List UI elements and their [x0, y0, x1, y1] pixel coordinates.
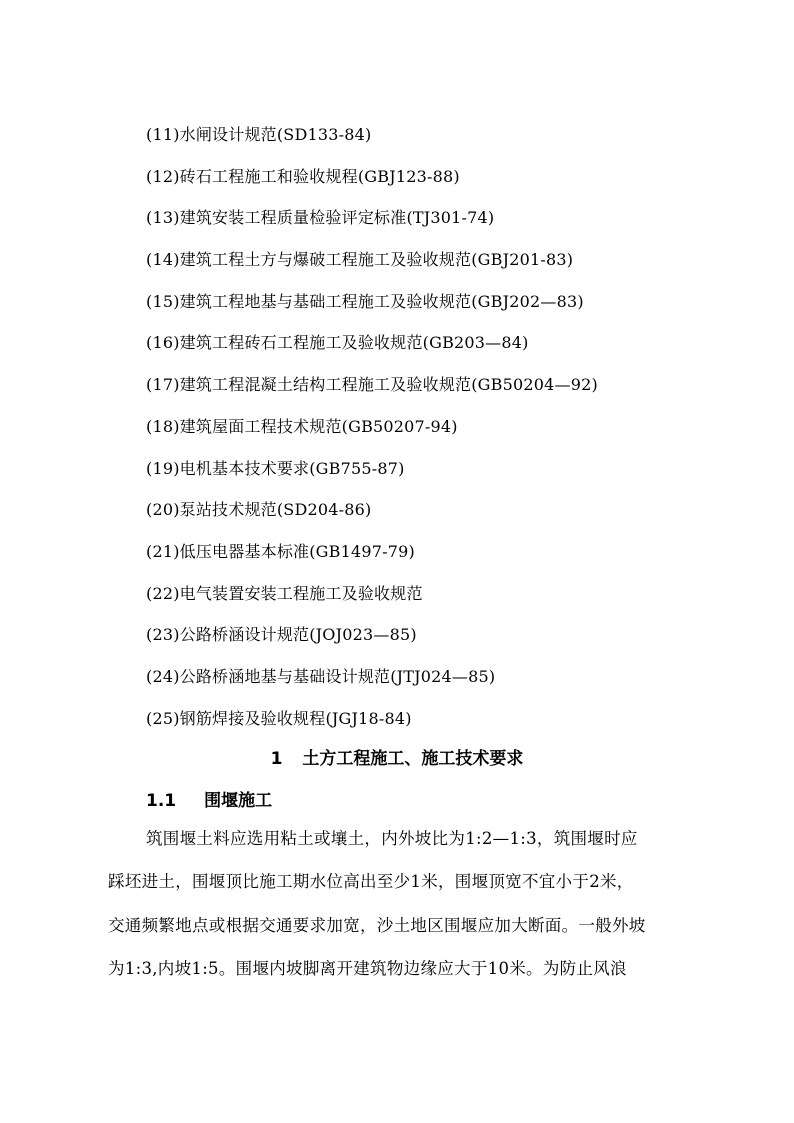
standard-item: (15)建筑工程地基与基础工程施工及验收规范(GBJ202—83)	[146, 291, 584, 311]
standard-item: (12)砖石工程施工和验收规程(GBJ123-88)	[146, 166, 460, 186]
standard-item: (24)公路桥涵地基与基础设计规范(JTJ024—85)	[146, 666, 496, 686]
paragraph-line: 为1:3,内坡1:5。围堰内坡脚离开建筑物边缘应大于10米。为防止风浪	[108, 958, 627, 978]
standard-item: (17)建筑工程混凝土结构工程施工及验收规范(GB50204—92)	[146, 375, 598, 395]
standard-item: (19)电机基本技术要求(GB755-87)	[146, 458, 405, 478]
section-title: 围堰施工	[204, 791, 273, 811]
standard-item: (11)水闸设计规范(SD133-84)	[146, 125, 372, 144]
chapter-number: 1	[270, 749, 283, 769]
chapter-heading	[0, 746, 794, 772]
standard-item: (13)建筑安装工程质量检验评定标准(TJ301-74)	[146, 208, 495, 228]
standard-item: (16)建筑工程砖石工程施工及验收规范(GB203—84)	[146, 333, 529, 353]
section-heading	[146, 788, 272, 814]
chapter-title: 土方工程施工、施工技术要求	[302, 749, 524, 769]
paragraph-line: 踩坯进土，围堰顶比施工期水位高出至少1米，围堰顶宽不宜小于2米，	[108, 872, 634, 892]
standards-list	[146, 122, 598, 747]
standard-item: (20)泵站技术规范(SD204-86)	[146, 500, 372, 520]
standard-item: (25)钢筋焊接及验收规程(JGJ18-84)	[146, 708, 412, 728]
standard-item: (18)建筑屋面工程技术规范(GB50207-94)	[146, 416, 458, 436]
section-number: 1.1	[146, 791, 177, 811]
standard-item: (14)建筑工程土方与爆破工程施工及验收规范(GBJ201-83)	[146, 250, 574, 270]
paragraph-line: 交通频繁地点或根据交通要求加宽，沙土地区围堰应加大断面。一般外坡	[108, 915, 646, 935]
standard-item: (23)公路桥涵设计规范(JOJ023—85)	[146, 625, 417, 645]
standard-item: (22)电气装置安装工程施工及验收规范	[146, 583, 423, 603]
paragraph-line: 筑围堰土料应选用粘土或壤土，内外坡比为1:2—1:3，筑围堰时应	[146, 829, 638, 848]
standard-item: (21)低压电器基本标准(GB1497-79)	[146, 541, 415, 561]
body-paragraph	[108, 826, 698, 999]
